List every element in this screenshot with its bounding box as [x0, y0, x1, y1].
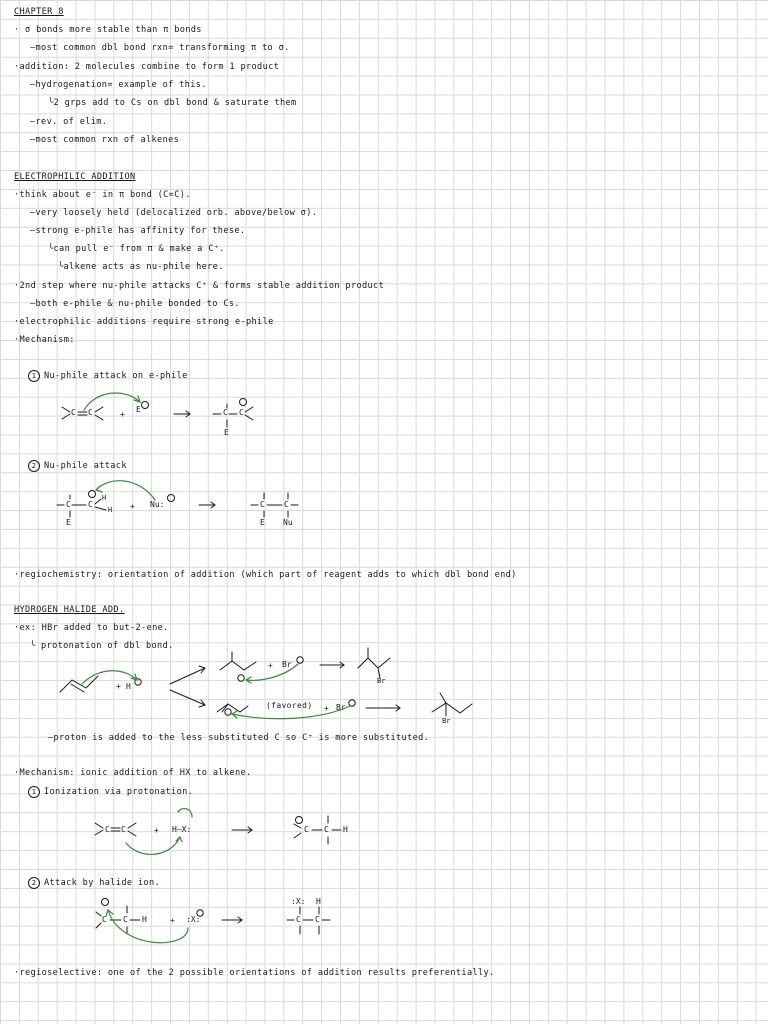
note-line: –proton is added to the less substituted C so C⁺ is more substituted. [48, 733, 430, 743]
note-line: ╰alkene acts as nu-phile here. [58, 262, 224, 272]
bromide-label: Br [282, 660, 292, 669]
carbocation-label: C [239, 408, 244, 417]
note-line: ·regioselective: one of the 2 possible orientations of addition results preferentially. [14, 968, 495, 978]
carbocation-structure [96, 899, 203, 935]
bromide-label: Br [336, 703, 346, 712]
svg-text:+: + [120, 410, 125, 419]
carbocation-label: C [88, 500, 93, 509]
note-line: ·2nd step where nu-phile attacks C⁺ & forms stable addition product [14, 281, 385, 291]
carbon-label: C [260, 500, 265, 509]
note-line: –most common rxn of alkenes [30, 135, 180, 145]
carbon-label: C [66, 500, 71, 509]
electron-arrow-icon [82, 671, 137, 684]
carbon-label: C [121, 825, 126, 834]
nucleophile-label: Nu: [150, 500, 165, 509]
step-text: Ionization via protonation. [44, 787, 194, 797]
electron-arrow-icon [108, 910, 188, 943]
step-number: 2 [28, 877, 40, 889]
carbon-label: C [284, 500, 289, 509]
alkene-structure [62, 407, 125, 420]
electrophile-label: E [260, 518, 265, 527]
section-heading: HYDROGEN HALIDE ADD. [14, 605, 125, 615]
hydrogen-label: H [316, 897, 321, 906]
note-line: ╰can pull e⁻ from π & make a C⁺. [48, 244, 225, 254]
carbon-label: C [105, 825, 110, 834]
electrophile-label: E [136, 405, 141, 414]
positive-charge-icon [142, 402, 149, 409]
electron-arrow-icon [232, 706, 350, 719]
step-text: Nu-phile attack on e-phile [44, 371, 188, 381]
step-number: 1 [28, 370, 40, 382]
note-line: –most common dbl bond rxn= transforming π to σ. [30, 43, 290, 53]
hydrogen-label: H [142, 915, 147, 924]
step-text: Attack by halide ion. [44, 878, 161, 888]
tert-butyl-bromide-structure [432, 693, 472, 716]
carbocation-structure [57, 491, 135, 518]
carbocation-label: C [304, 825, 309, 834]
proton-label: H [126, 682, 131, 691]
but-2-ene-structure [60, 676, 141, 692]
electrophile-label: E [224, 428, 229, 437]
hydrogen-label: H [343, 825, 348, 834]
carbon-label: C [296, 915, 301, 924]
hydrogen-label: H [108, 506, 113, 514]
note-line: · σ bonds more stable than π bonds [14, 25, 202, 35]
reaction-arrow-icon [170, 690, 205, 705]
svg-text:+: + [130, 502, 135, 511]
note-line: ╰ protonation of dbl bond. [30, 641, 174, 651]
arrowhead-icon [96, 486, 102, 492]
carbocation-structure [213, 399, 253, 428]
tertiary-carbocation-structure [217, 700, 355, 715]
svg-text:+: + [324, 704, 329, 713]
carbon-label: C [315, 915, 320, 924]
alkene-structure [95, 823, 159, 836]
svg-text:+: + [154, 826, 159, 835]
reaction-arrow-icon [170, 668, 205, 684]
note-line: –rev. of elim. [30, 117, 108, 127]
step-number: 2 [28, 460, 40, 472]
note-line: –both e-phile & nu-phile bonded to Cs. [30, 299, 240, 309]
carbon-label: C [223, 408, 228, 417]
svg-text:+: + [170, 916, 175, 925]
carbocation-structure [294, 816, 341, 844]
svg-text:+: + [268, 661, 273, 670]
carbocation-label: C [102, 915, 107, 924]
secondary-carbocation-structure [220, 652, 303, 681]
addition-product-structure [251, 493, 298, 517]
note-line: ·regiochemistry: orientation of addition (which part of reagent adds to which dbl bond end) [14, 570, 517, 580]
bromine-label: Br [377, 677, 386, 685]
halide-label: :X: [186, 915, 201, 924]
alkyl-halide-structure [287, 907, 330, 934]
note-line: ·Mechanism: ionic addition of HX to alkene. [14, 768, 252, 778]
electron-arrow-icon [178, 809, 192, 817]
hydrogen-label: H [102, 494, 107, 502]
note-line: –strong e-phile has affinity for these. [30, 226, 246, 236]
chapter-title: CHAPTER 8 [14, 7, 64, 17]
note-line: –hydrogenation= example of this. [30, 80, 207, 90]
halogen-label: :X: [291, 897, 306, 906]
2-bromobutane-structure [358, 648, 390, 678]
carbon-label: C [88, 408, 93, 417]
note-line: ╰2 grps add to Cs on dbl bond & saturate them [48, 98, 297, 108]
note-line: ·electrophilic additions require strong e-phile [14, 317, 274, 327]
favored-label: (favored) [266, 701, 313, 710]
bromine-label: Br [442, 717, 451, 725]
note-line: –very loosely held (delocalized orb. above/below σ). [30, 208, 318, 218]
nucleophile-label: Nu [283, 518, 293, 527]
note-line: ·Mechanism: [14, 335, 75, 345]
carbon-label: C [123, 915, 128, 924]
step-text: Nu-phile attack [44, 461, 127, 471]
step-number: 1 [28, 786, 40, 798]
note-line: ·addition: 2 molecules combine to form 1 product [14, 62, 280, 72]
note-line: ·think about e⁻ in π bond (C=C). [14, 190, 191, 200]
electron-arrow-icon [96, 481, 155, 500]
carbon-label: C [71, 408, 76, 417]
electrophile-label: E [66, 518, 71, 527]
hydrogen-halide-label: H–X: [172, 825, 192, 834]
electron-arrow-icon [84, 393, 140, 410]
carbon-label: C [324, 825, 329, 834]
electron-arrow-icon [126, 837, 180, 854]
section-heading: ELECTROPHILIC ADDITION [14, 172, 136, 182]
negative-charge-icon [168, 495, 175, 502]
note-line: ·ex: HBr added to but-2-ene. [14, 623, 169, 633]
svg-text:+: + [116, 682, 121, 691]
